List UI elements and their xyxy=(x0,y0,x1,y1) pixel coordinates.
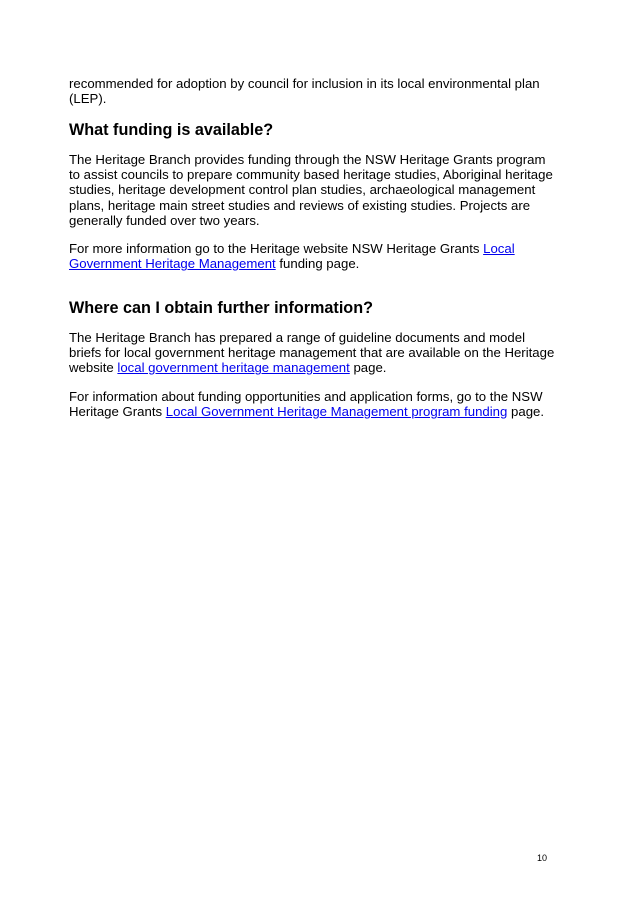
funding-line-5: generally funded over two years. xyxy=(69,212,260,228)
funding-line-2: to assist councils to prepare community based heritage studies, Aboriginal heritage xyxy=(69,167,553,183)
guidelines-page-suffix: page. xyxy=(349,360,387,376)
funding-more-info-text: For more information go to the Heritage website NSW Heritage Grants xyxy=(69,241,484,256)
funding-line-3: studies, heritage development control plan studies, archaeological management xyxy=(69,182,536,198)
funding-heading: What funding is available? xyxy=(69,121,274,139)
intro-line-2: (LEP). xyxy=(69,91,107,107)
local-government-heritage-link-part2[interactable]: Government Heritage Management xyxy=(69,256,276,272)
further-info-heading: Where can I obtain further information? xyxy=(69,299,373,317)
intro-line-1: recommended for adoption by council for inclusion in its local environmental plan xyxy=(69,76,540,91)
funding-opportunities-line-2 xyxy=(69,404,559,419)
guidelines-line-2: briefs for local government heritage management that are available on the Heritage xyxy=(69,345,555,361)
guidelines-website-text: website xyxy=(69,360,118,376)
program-page-suffix: page. xyxy=(507,404,545,420)
funding-opportunities-line-1: For information about funding opportunities and application forms, go to the NSW xyxy=(69,389,543,404)
funding-page-suffix: funding page. xyxy=(275,256,360,272)
guidelines-line-3 xyxy=(69,360,559,375)
funding-more-info-paragraph xyxy=(69,241,559,271)
funding-paragraph xyxy=(69,152,559,228)
funding-line-1: The Heritage Branch provides funding through the NSW Heritage Grants program xyxy=(69,152,546,167)
funding-more-info-line-2 xyxy=(69,256,559,271)
program-funding-link[interactable]: Local Government Heritage Management program funding xyxy=(165,404,508,420)
heritage-management-link[interactable]: local government heritage management xyxy=(117,360,350,376)
page-number: 10 xyxy=(537,853,548,863)
funding-line-4: plans, heritage main street studies and reviews of existing studies. Projects are xyxy=(69,197,531,213)
funding-more-info-line-1 xyxy=(69,241,559,256)
guidelines-line-1: The Heritage Branch has prepared a range of guideline documents and model xyxy=(69,330,525,345)
funding-opportunities-paragraph xyxy=(69,389,559,419)
guidelines-paragraph xyxy=(69,330,559,376)
heritage-grants-text: Heritage Grants xyxy=(69,404,166,420)
local-government-heritage-link-part1[interactable]: Local xyxy=(483,241,515,256)
intro-paragraph xyxy=(69,76,559,106)
